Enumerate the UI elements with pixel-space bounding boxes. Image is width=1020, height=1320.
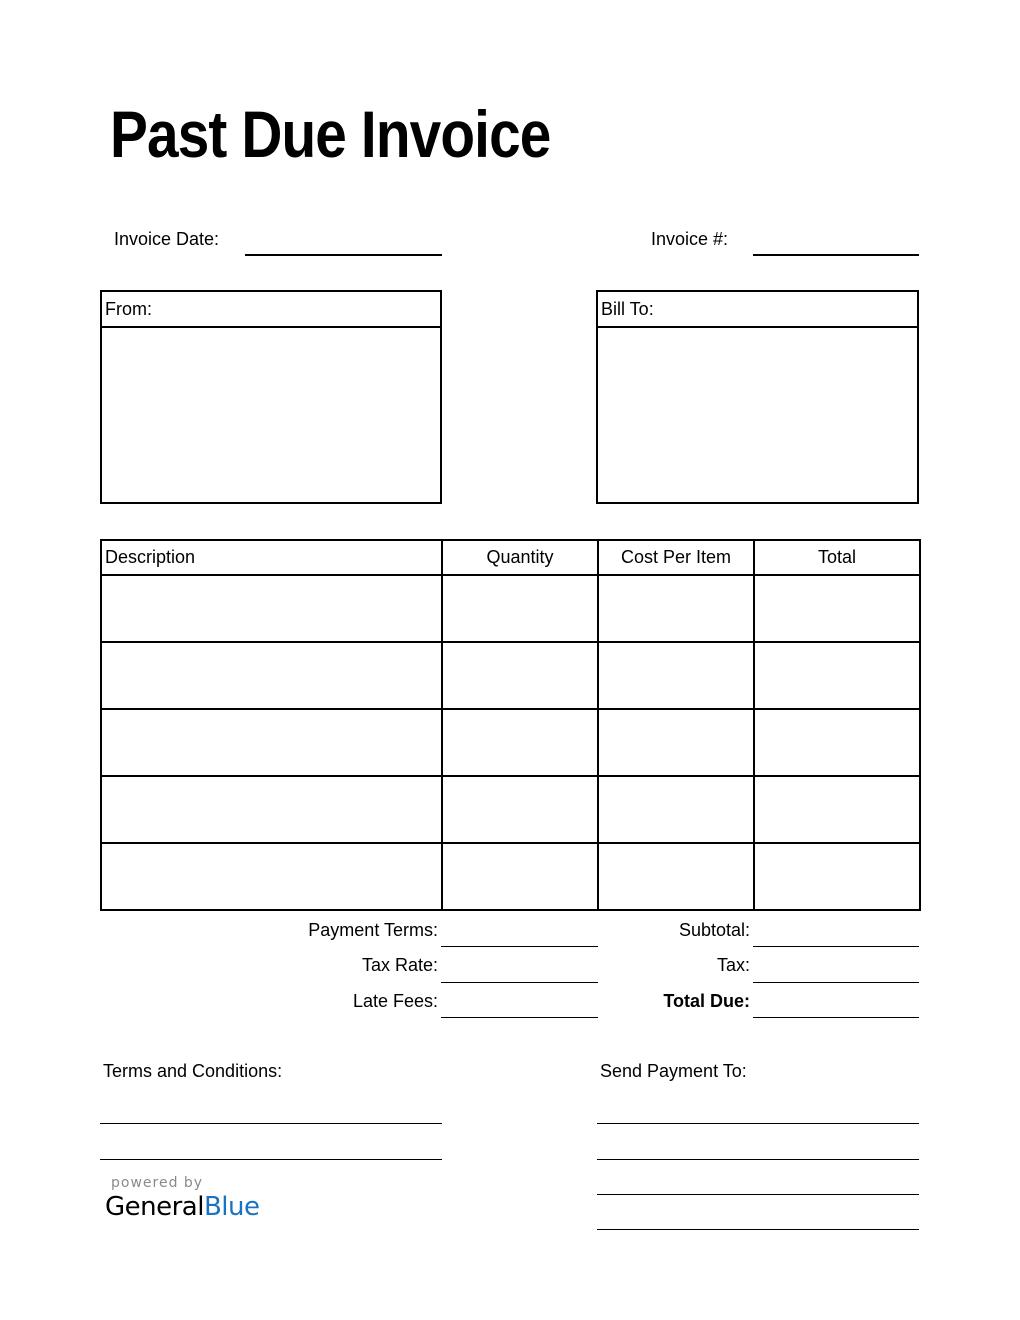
send-payment-line-3[interactable]	[597, 1194, 919, 1195]
powered-by-text: powered by	[111, 1175, 204, 1191]
subtotal-label: Subtotal:	[678, 920, 750, 940]
cell-cost-per-item[interactable]	[598, 776, 754, 843]
column-header-total: Total	[754, 540, 920, 575]
cell-cost-per-item[interactable]	[598, 709, 754, 776]
bill-to-box	[596, 290, 919, 504]
cell-description[interactable]	[101, 776, 442, 843]
invoice-date-label: Invoice Date:	[114, 229, 220, 249]
logo-general: General	[105, 1192, 204, 1222]
terms-line-2[interactable]	[100, 1159, 442, 1160]
from-label: From:	[105, 299, 152, 319]
cell-quantity[interactable]	[442, 843, 598, 910]
payment-terms-field[interactable]	[441, 946, 598, 947]
cell-total[interactable]	[754, 843, 920, 910]
late-fees-label: Late Fees:	[352, 991, 438, 1011]
logo-blue: Blue	[203, 1192, 260, 1222]
subtotal-field[interactable]	[753, 946, 919, 947]
cell-total[interactable]	[754, 709, 920, 776]
cell-description[interactable]	[101, 575, 442, 642]
cell-total[interactable]	[754, 575, 920, 642]
tax-label: Tax:	[716, 955, 750, 975]
invoice-number-label: Invoice #:	[651, 229, 729, 249]
bill-to-label: Bill To:	[601, 299, 654, 319]
cell-quantity[interactable]	[442, 709, 598, 776]
send-payment-label: Send Payment To:	[600, 1061, 747, 1081]
from-field[interactable]	[102, 328, 440, 502]
from-box-header	[102, 292, 440, 328]
cell-quantity[interactable]	[442, 642, 598, 709]
cell-cost-per-item[interactable]	[598, 642, 754, 709]
send-payment-line-2[interactable]	[597, 1159, 919, 1160]
invoice-number-field[interactable]	[753, 254, 919, 256]
invoice-date-field[interactable]	[245, 254, 442, 256]
bill-to-box-header	[598, 292, 917, 328]
payment-terms-label: Payment Terms:	[308, 920, 438, 940]
send-payment-line-4[interactable]	[597, 1229, 919, 1230]
column-header-cost-per-item: Cost Per Item	[598, 540, 754, 575]
cell-total[interactable]	[754, 642, 920, 709]
tax-rate-field[interactable]	[441, 982, 598, 983]
terms-line-1[interactable]	[100, 1123, 442, 1124]
table-row	[101, 843, 920, 910]
column-header-quantity: Quantity	[442, 540, 598, 575]
generalblue-logo	[105, 1192, 260, 1222]
cell-cost-per-item[interactable]	[598, 843, 754, 910]
page-title: Past Due Invoice	[110, 97, 551, 171]
items-table	[100, 539, 921, 911]
column-header-description: Description	[101, 540, 442, 575]
cell-quantity[interactable]	[442, 575, 598, 642]
cell-description[interactable]	[101, 709, 442, 776]
cell-cost-per-item[interactable]	[598, 575, 754, 642]
table-row	[101, 575, 920, 642]
cell-description[interactable]	[101, 642, 442, 709]
tax-rate-label: Tax Rate:	[361, 955, 438, 975]
from-box	[100, 290, 442, 504]
total-due-field[interactable]	[753, 1017, 919, 1018]
table-row	[101, 709, 920, 776]
tax-field[interactable]	[753, 982, 919, 983]
cell-quantity[interactable]	[442, 776, 598, 843]
terms-label: Terms and Conditions:	[103, 1061, 283, 1081]
cell-total[interactable]	[754, 776, 920, 843]
table-header-row	[101, 540, 920, 575]
table-row	[101, 776, 920, 843]
send-payment-line-1[interactable]	[597, 1123, 919, 1124]
total-due-label: Total Due:	[663, 991, 750, 1011]
late-fees-field[interactable]	[441, 1017, 598, 1018]
bill-to-field[interactable]	[598, 328, 917, 502]
cell-description[interactable]	[101, 843, 442, 910]
table-row	[101, 642, 920, 709]
